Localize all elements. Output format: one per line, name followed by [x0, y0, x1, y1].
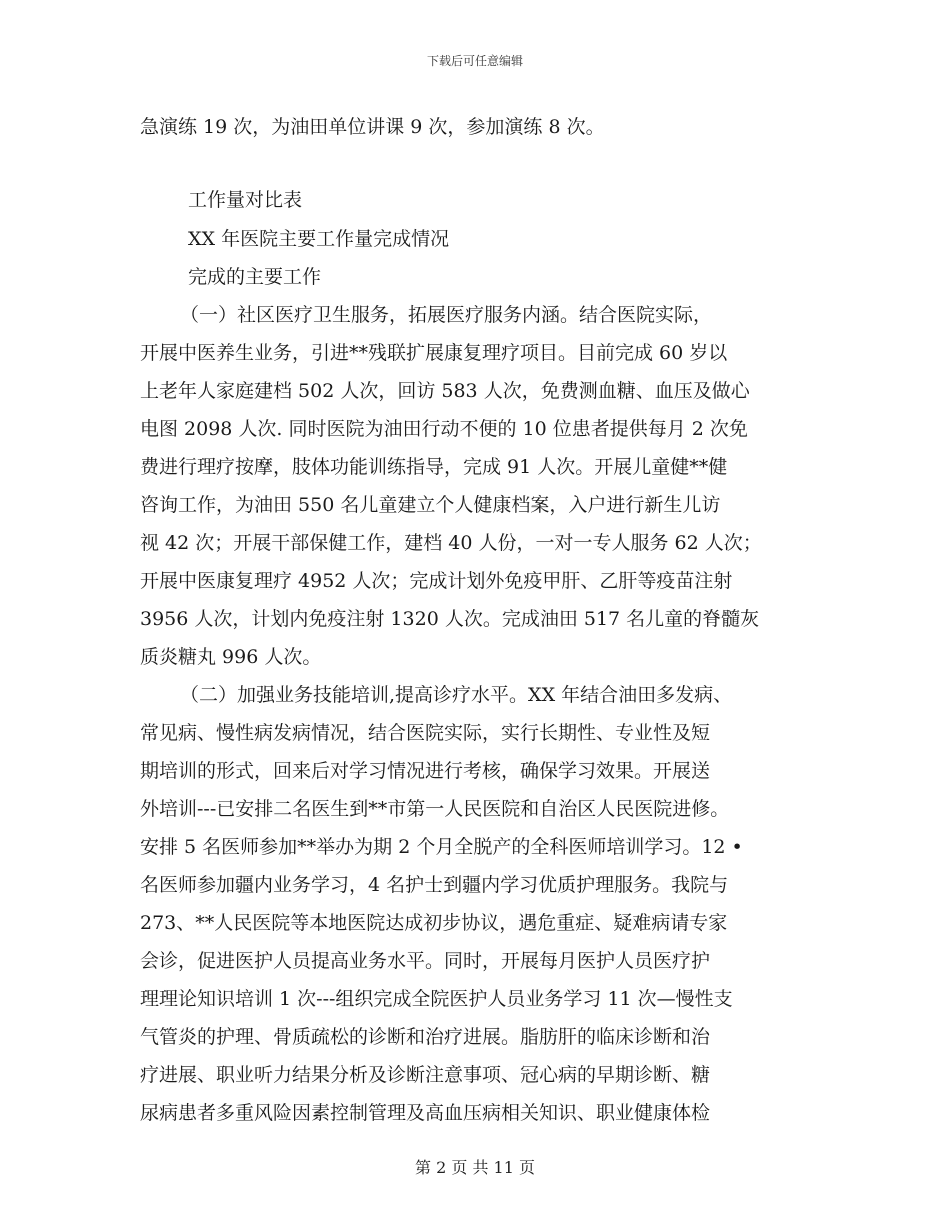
- paragraph-line: 开展中医康复理疗 4952 人次；完成计划外免疫甲肝、乙肝等疫苗注射: [140, 570, 733, 592]
- paragraph-line: 疗进展、职业听力结果分析及诊断注意事项、冠心病的早期诊断、糖: [140, 1064, 711, 1086]
- paragraph-line: 电图 2098 人次. 同时医院为油田行动不便的 10 位患者提供每月 2 次免: [140, 418, 748, 440]
- paragraph-line: 尿病患者多重风险因素控制管理及高血压病相关知识、职业健康体检: [140, 1102, 711, 1124]
- paragraph-line: 视 42 次；开展干部保健工作，建档 40 人份，一对一专人服务 62 人次；: [140, 532, 762, 554]
- paragraph-line: 会诊，促进医护人员提高业务水平。同时，开展每月医护人员医疗护: [140, 950, 711, 972]
- paragraph-line: 费进行理疗按摩，肢体功能训练指导，完成 91 人次。开展儿童健**健: [140, 456, 728, 478]
- paragraph-line: 273、**人民医院等本地医院达成初步协议，遇危重症、疑难病请专家: [140, 912, 728, 934]
- paragraph-line: （二）加强业务技能培训,提高诊疗水平。XX 年结合油田多发病、: [180, 684, 733, 706]
- paragraph-line: 期培训的形式，回来后对学习情况进行考核，确保学习效果。开展送: [140, 760, 711, 782]
- paragraph-line: 气管炎的护理、骨质疏松的诊断和治疗进展。脂肪肝的临床诊断和治: [140, 1026, 711, 1048]
- page-header: 下载后可任意编辑: [426, 54, 523, 68]
- paragraph-line: 开展中医养生业务，引进**残联扩展康复理疗项目。目前完成 60 岁以: [140, 342, 728, 364]
- page-number: 第 2 页 共 11 页: [415, 1158, 535, 1177]
- paragraph-line: 3956 人次，计划内免疫注射 1320 人次。完成油田 517 名儿童的脊髓灰: [140, 608, 760, 630]
- paragraph-line: 质炎糖丸 996 人次。: [140, 646, 322, 668]
- paragraph-line: 理理论知识培训 1 次---组织完成全院医护人员业务学习 11 次—慢性支: [140, 988, 733, 1010]
- paragraph-line: 安排 5 名医师参加**举办为期 2 个月全脱产的全科医师培训学习。12 •: [140, 836, 743, 858]
- section-heading: XX 年医院主要工作量完成情况: [188, 228, 450, 250]
- paragraph-line: 名医师参加疆内业务学习，4 名护士到疆内学习优质护理服务。我院与: [140, 874, 729, 896]
- section-heading: 工作量对比表: [188, 189, 303, 211]
- paragraph-line: 外培训---已安排二名医生到**市第一人民医院和自治区人民医院进修。: [140, 798, 730, 820]
- paragraph-line: 常见病、慢性病发病情况，结合医院实际，实行长期性、专业性及短: [140, 722, 711, 744]
- paragraph-line: 上老年人家庭建档 502 人次，回访 583 人次，免费测血糖、血压及做心: [140, 380, 750, 402]
- paragraph-line: 咨询工作，为油田 550 名儿童建立个人健康档案，入户进行新生儿访: [140, 494, 721, 516]
- paragraph-line: （一）社区医疗卫生服务，拓展医疗服务内涵。结合医院实际，: [180, 304, 713, 326]
- section-heading: 完成的主要工作: [188, 266, 322, 288]
- text-line: 急演练 19 次，为油田单位讲课 9 次，参加演练 8 次。: [140, 116, 605, 138]
